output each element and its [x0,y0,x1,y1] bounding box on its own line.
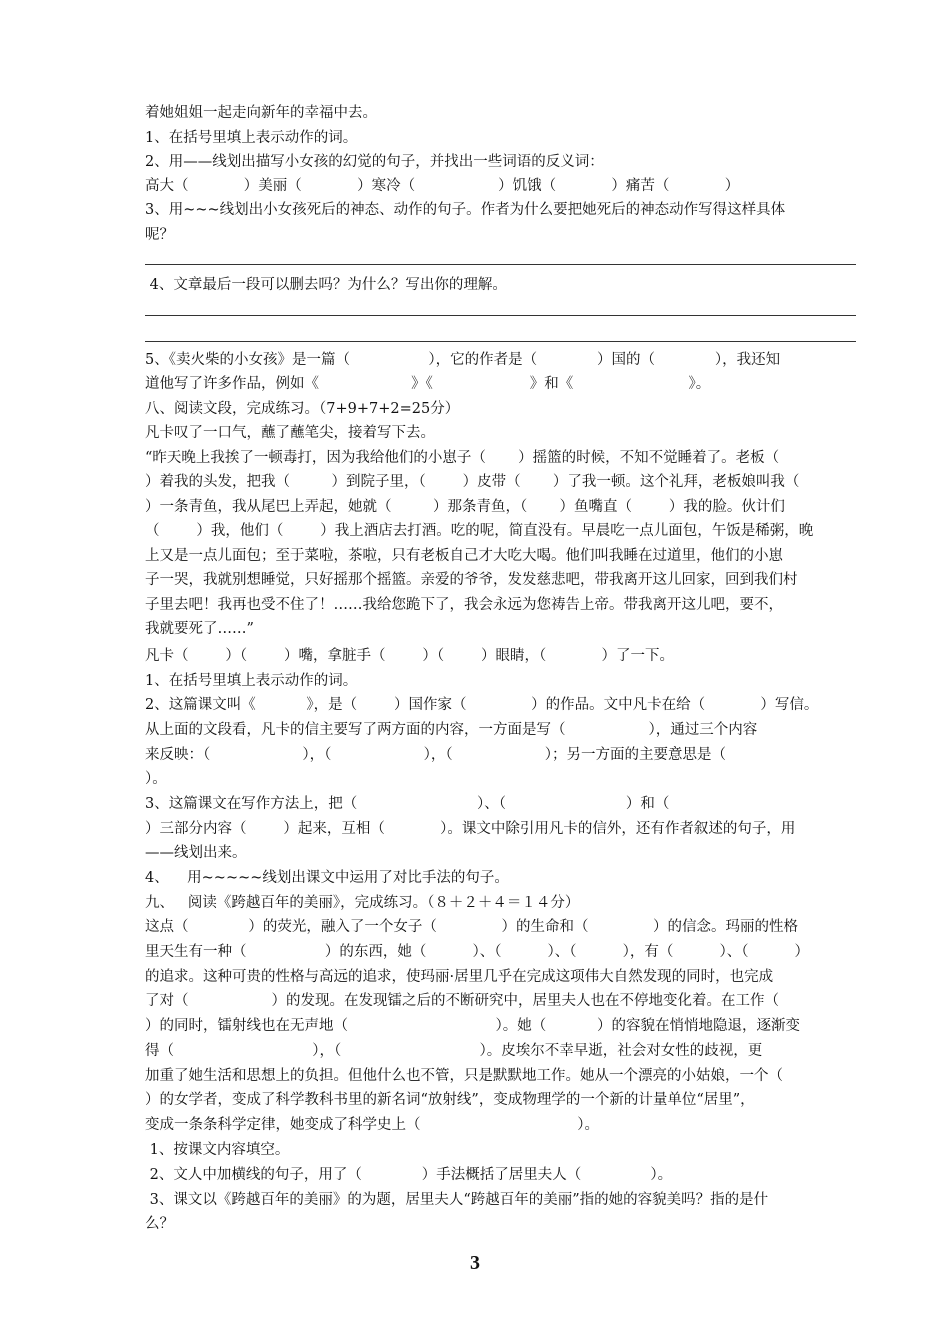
text-line: 么？ [145,1216,174,1232]
text-line: 来反映：（ ），（ ），（ ）；另一方面的主要意思是（ [145,747,727,763]
text-line: ）的同时，镭射线也在无声地（ ）。她（ ）的容貌在悄悄地隐退，逐渐变 [145,1018,800,1034]
text-line: 加重了她生活和思想上的负担。但他什么也不管，只是默默地工作。她从一个漂亮的小姑娘，一个（ [145,1068,783,1084]
text-line: 凡卡（ ）（ ）嘴，拿脏手（ ）（ ）眼睛，（ ）了一下。 [145,648,675,664]
text-line: （ ）我，他们（ ）我上酒店去打酒。吃的呢，简直没有。早晨吃一点儿面包，午饭是稀粥，晚 [145,523,814,539]
page-number: 3 [470,1252,480,1274]
text-line: 道他写了许多作品，例如《 》《 》和《 》。 [145,376,711,392]
text-line: 2、这篇课文叫《 》，是（ ）国作家（ ）的作品。文中凡卡在给（ ）写信。 [145,697,819,713]
text-line: 3、这篇课文在写作方法上，把（ ）、（ ）和（ [145,796,670,812]
text-line: ）三部分内容（ ）起来，互相（ ）。课文中除引用凡卡的信外，还有作者叙述的句子，用 [145,821,796,837]
text-line: 子一哭，我就别想睡觉，只好摇那个摇篮。亲爱的爷爷，发发慈悲吧，带我离开这儿回家，回到我们村 [145,572,798,588]
answer-line [145,315,856,316]
text-line: 高大（ ）美丽（ ）寒冷（ ）饥饿（ ）痛苦（ ） [145,178,740,194]
text-line: 着她姐姐一起走向新年的幸福中去。 [145,105,377,121]
text-line: 的追求。这种可贵的性格与高远的追求，使玛丽·居里几乎在完成这项伟大自然发现的同时，也完成 [145,969,774,985]
text-line: ）。 [145,771,167,787]
text-line: 从上面的文段看，凡卡的信主要写了两方面的内容，一方面是写（ ），通过三个内容 [145,722,758,738]
text-line: “昨天晚上我挨了一顿毒打，因为我给他们的小崽子（ ）摇篮的时候，不知不觉睡着了。老板（ [145,450,780,466]
text-line: ）一条青鱼，我从尾巴上弄起，她就（ ）那条青鱼，（ ）鱼嘴直（ ）我的脸。伙计们 [145,499,785,515]
text-line: 里天生有一种（ ）的东西，她（ ）、（ ）、（ ），有（ ）、（ ） [145,944,810,960]
text-line: 了对（ ）的发现。在发现镭之后的不断研究中，居里夫人也在不停地变化着。在工作（ [145,993,779,1009]
text-line: 凡卡叹了一口气，蘸了蘸笔尖，接着写下去。 [145,425,435,441]
text-line: 得（ ），（ ）。皮埃尔不幸早逝，社会对女性的歧视，更 [145,1043,763,1059]
text-line: 3、课文以《跨越百年的美丽》的为题，居里夫人“跨越百年的美丽”指的她的容貌美吗？指的是什 [145,1192,769,1208]
text-line: 1、按课文内容填空。 [145,1142,290,1158]
text-line: 4、文章最后一段可以删去吗？为什么？写出你的理解。 [145,277,507,293]
text-line: 我就要死了……” [145,621,254,637]
text-line: 5、《卖火柴的小女孩》是一篇（ ），它的作者是（ ）国的（ ），我还知 [145,352,781,368]
answer-line [145,341,856,342]
answer-line [145,264,856,265]
text-line: 这点（ ）的荧光，融入了一个女子（ ）的生命和（ ）的信念。玛丽的性格 [145,919,798,935]
text-line: 4、 用~~~~~线划出课文中运用了对比手法的句子。 [145,870,509,886]
text-line: ）的女学者，变成了科学教科书里的新名词“放射线”，变成物理学的一个新的计量单位“居里”， [145,1092,755,1108]
text-line: 呢？ [145,227,174,243]
text-line: 1、在括号里填上表示动作的词。 [145,130,358,146]
text-line: 变成一条条科学定律，她变成了科学史上（ ）。 [145,1117,599,1133]
text-line: 2、文人中加横线的句子，用了（ ）手法概括了居里夫人（ ）。 [145,1167,673,1183]
text-line: 子里去吧！我再也受不住了！……我给您跪下了，我会永远为您祷告上帝。带我离开这儿吧，要不， [145,597,783,613]
text-line: 2、用——线划出描写小女孩的幻觉的句子，并找出一些词语的反义词： [145,154,604,170]
text-line: ）着我的头发，把我（ ）到院子里，（ ）皮带（ ）了我一顿。这个礼拜，老板娘叫我（ [145,474,800,490]
text-line: 上又是一点儿面包；至于菜啦，茶啦，只有老板自己才大吃大喝。他们叫我睡在过道里，他们的小崽 [145,548,783,564]
text-line: 3、用~~~线划出小女孩死后的神态、动作的句子。作者为什么要把她死后的神态动作写得这样具体 [145,202,786,218]
text-line: ——线划出来。 [145,845,247,861]
text-line: 1、在括号里填上表示动作的词。 [145,673,358,689]
section-heading: 九、 阅读《跨越百年的美丽》，完成练习。（８＋２＋４＝１４分） [145,895,580,911]
section-heading: 八、阅读文段，完成练习。（7+9+7+2=25分） [145,401,460,417]
